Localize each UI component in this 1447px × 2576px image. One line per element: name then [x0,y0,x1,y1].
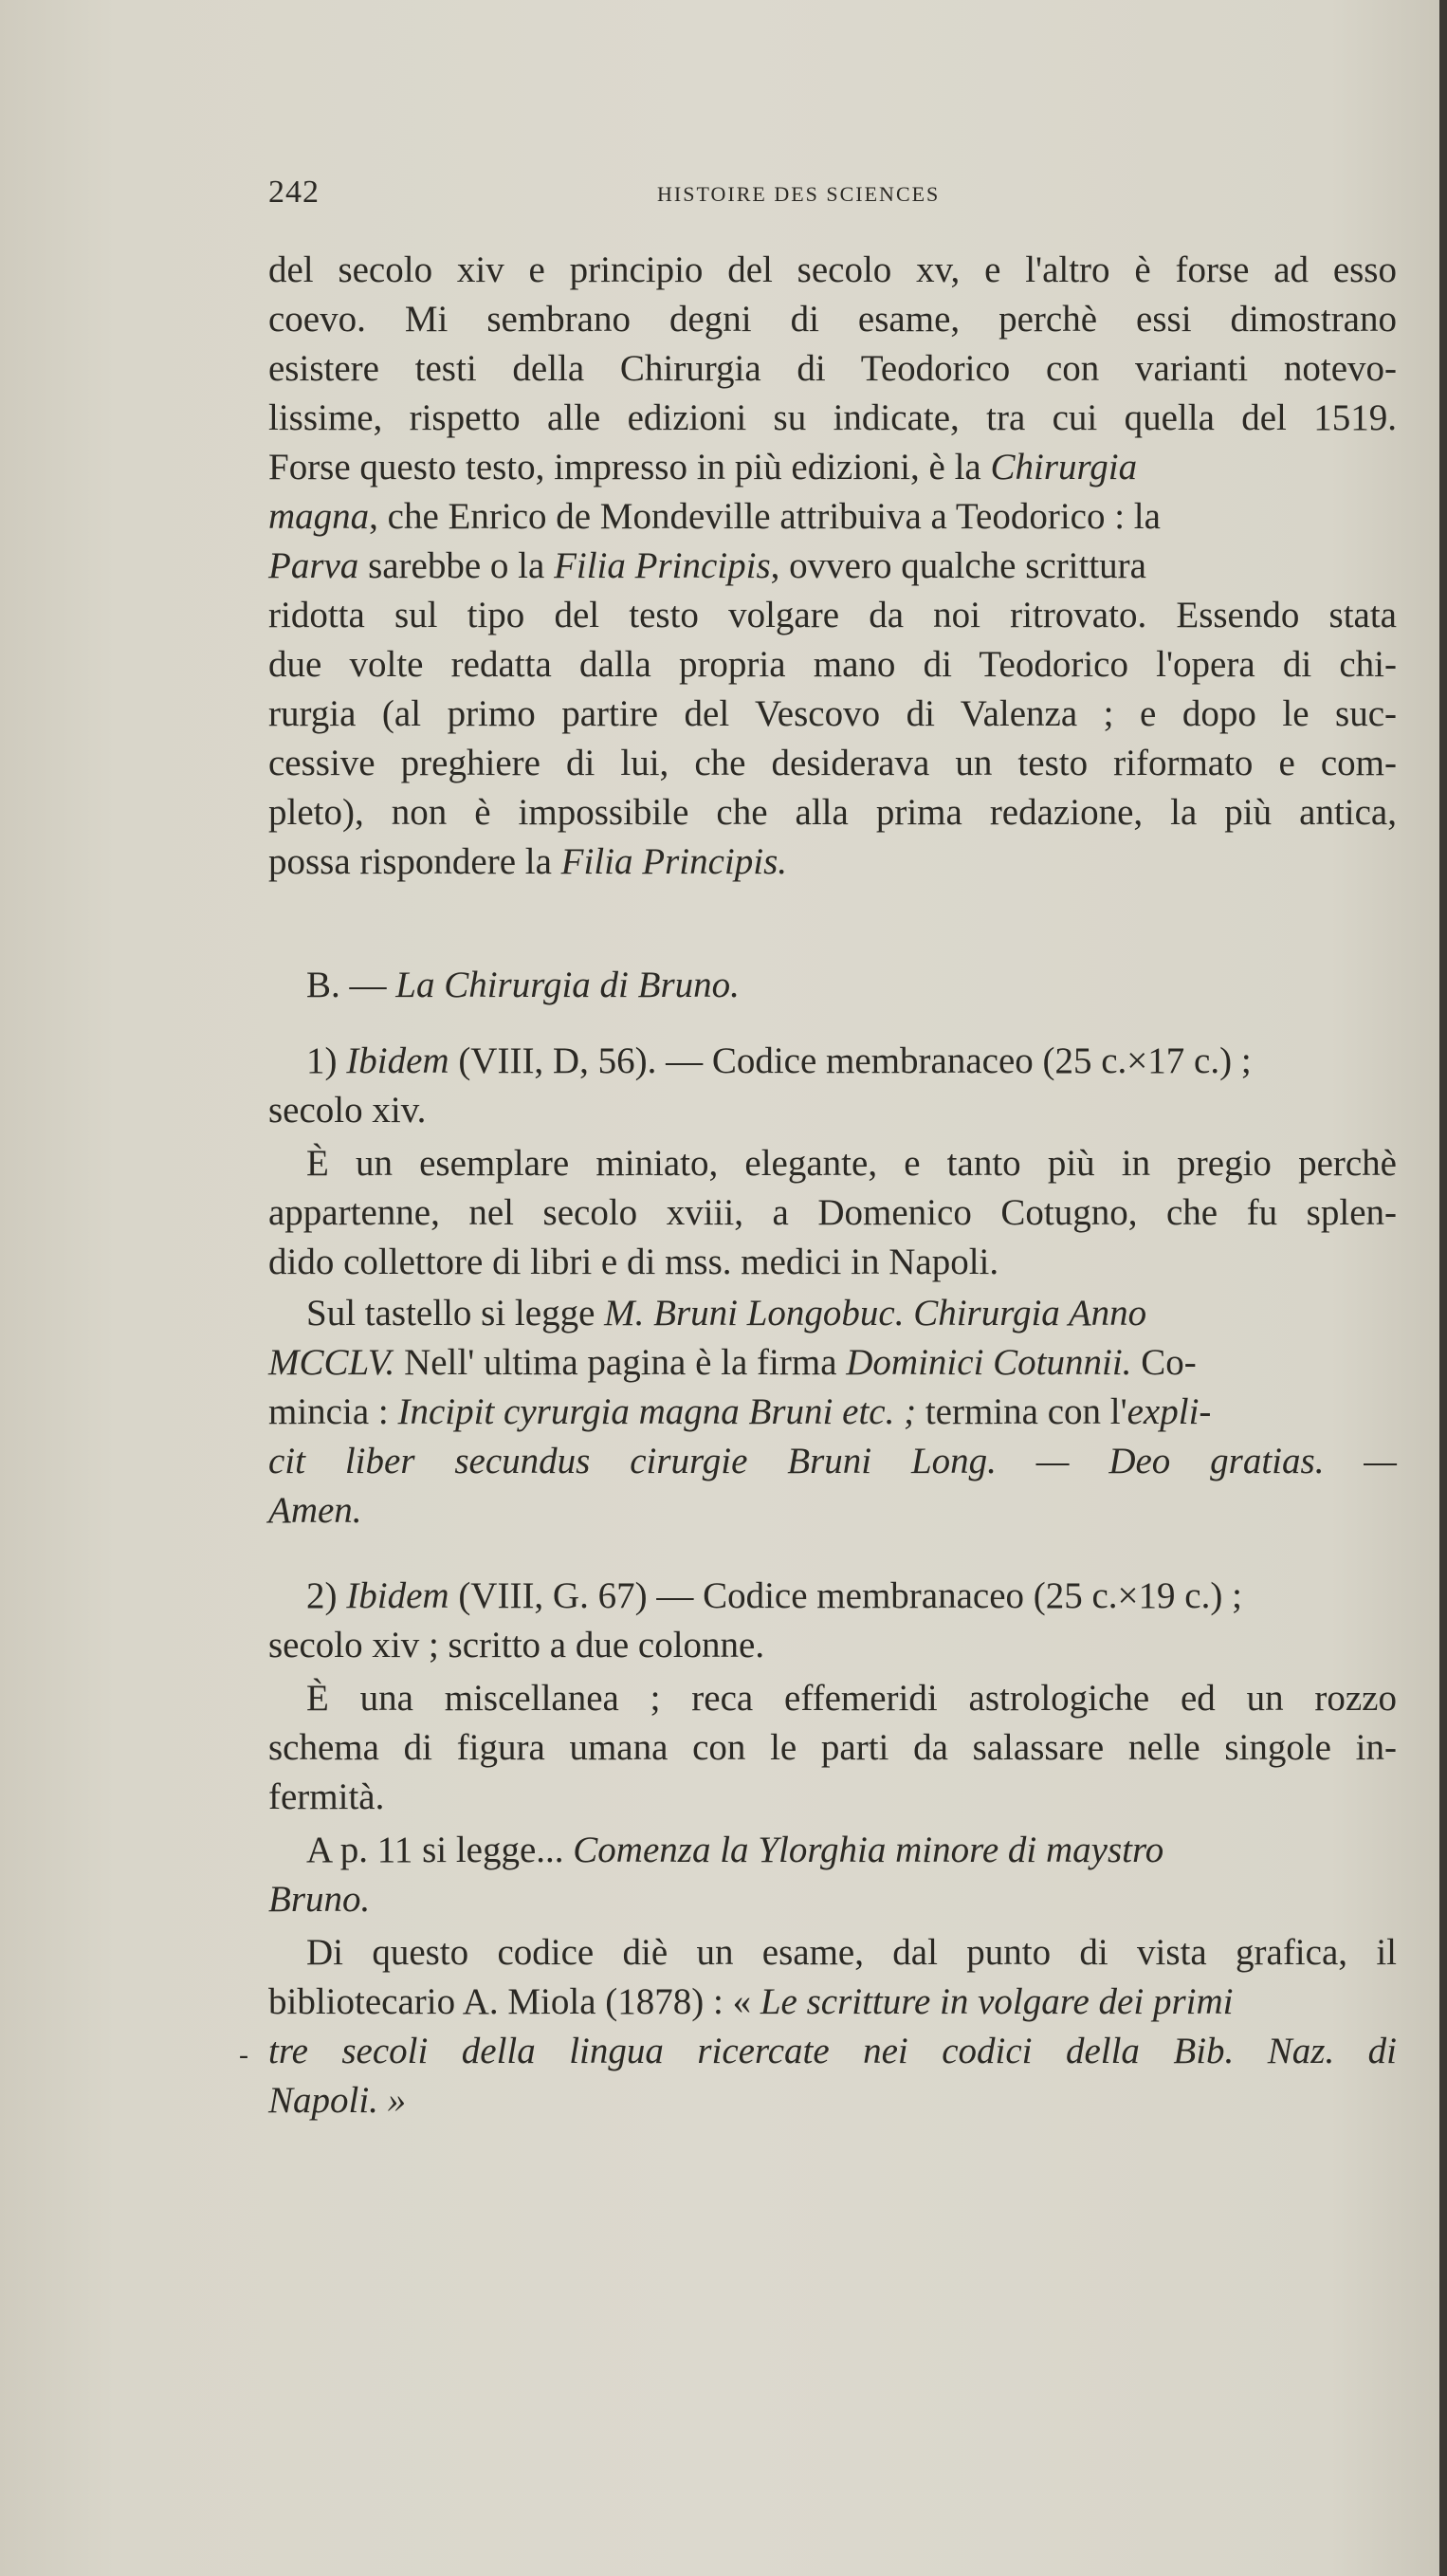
text-line: 2) Ibidem (VIII, G. 67) — Codice membranaceo (25 c.×19 c.) ; [306,1575,1242,1616]
text-line: lissime, rispetto alle edizioni su indicate, tra cui quella del 1519. [268,397,1397,438]
running-head: HISTOIRE DES SCIENCES [657,182,941,206]
text-line: dido collettore di libri e di mss. medici in Napoli. [268,1242,999,1282]
text-line: Bruno. [268,1879,371,1920]
section-heading: B. — La Chirurgia di Bruno. [306,965,740,1005]
text-line: fermità. [268,1776,385,1817]
text-line: esistere testi della Chirurgia di Teodorico con varianti notevo- [268,348,1397,389]
text-line: mincia : Incipit cyrurgia magna Bruni etc. ; termina con l'expli- [268,1391,1212,1432]
text-line: coevo. Mi sembrano degni di esame, perchè essi dimostrano [268,299,1397,340]
text-line: A p. 11 si legge... Comenza la Ylorghia minore di maystro [306,1830,1164,1870]
text-line: Forse questo testo, impresso in più edizioni, è la Chirurgia [268,447,1138,488]
text-line: secolo xiv ; scritto a due colonne. [268,1625,765,1665]
text-line: del secolo xiv e principio del secolo xv, e l'altro è forse ad esso [268,249,1397,290]
text-line: schema di figura umana con le parti da salassare nelle singole in- [268,1727,1397,1768]
text-line: tre secoli della lingua ricercate nei codici della Bib. Naz. di [268,2031,1397,2071]
text-line: Amen. [268,1490,362,1531]
text-line: magna, che Enrico de Mondeville attribuiva a Teodorico : la [268,496,1161,537]
text-line: È un esemplare miniato, elegante, e tanto più in pregio perchè [306,1143,1397,1184]
text-line: bibliotecario A. Miola (1878) : « Le scritture in volgare dei primi [268,1981,1234,2022]
text-line: Napoli. » [268,2080,407,2121]
page-number: 242 [268,175,320,210]
text-line: due volte redatta dalla propria mano di Teodorico l'opera di chi- [268,644,1397,685]
text-line: rurgia (al primo partire del Vescovo di Valenza ; e dopo le suc- [268,693,1397,734]
text-line: ridotta sul tipo del testo volgare da noi ritrovato. Essendo stata [268,595,1397,635]
text-line: Sul tastello si legge M. Bruni Longobuc. Chirurgia Anno [306,1293,1147,1334]
text-line: secolo xiv. [268,1090,427,1131]
text-line: appartenne, nel secolo xviii, a Domenico Cotugno, che fu splen- [268,1192,1397,1233]
text-line: cit liber secundus cirurgie Bruni Long. — Deo gratias. — [268,1441,1397,1481]
text-line: MCCLV. Nell' ultima pagina è la firma Dominici Cotunnii. Co- [268,1342,1197,1383]
text-line: 1) Ibidem (VIII, D, 56). — Codice membranaceo (25 c.×17 c.) ; [306,1040,1252,1081]
margin-mark: - [239,2039,248,2070]
page-header [268,175,1406,212]
text-line: pleto), non è impossibile che alla prima redazione, la più antica, [268,792,1397,833]
page-edge-shadow [1439,0,1447,2576]
text-line: Parva sarebbe o la Filia Principis, ovvero qualche scrittura [268,545,1146,586]
text-line: È una miscellanea ; reca effemeridi astrologiche ed un rozzo [306,1678,1397,1719]
text-line: cessive preghiere di lui, che desiderava un testo riformato e com- [268,743,1397,783]
text-line: Di questo codice diè un esame, dal punto di vista grafica, il [306,1932,1397,1973]
text-line: possa rispondere la Filia Principis. [268,841,787,882]
